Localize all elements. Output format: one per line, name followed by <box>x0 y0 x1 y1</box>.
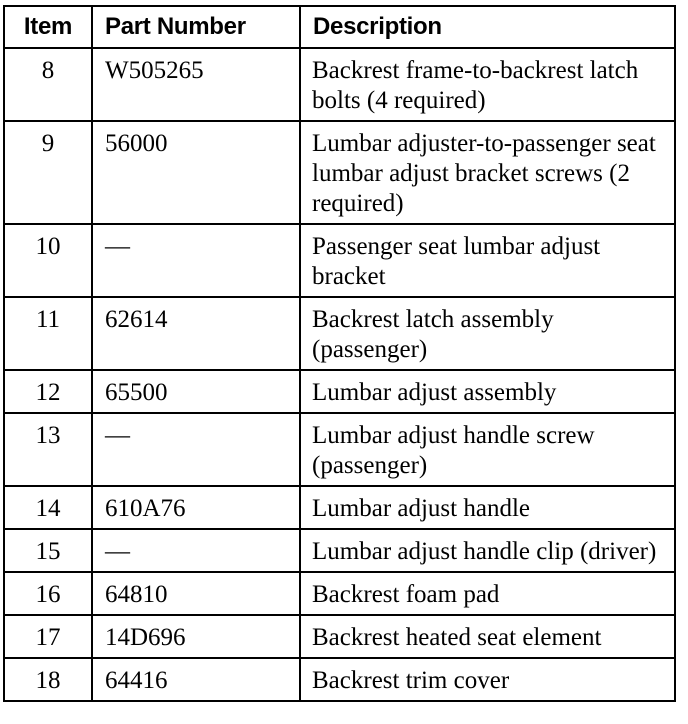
description-cell: Lumbar adjust assembly <box>300 370 675 413</box>
table-row <box>4 572 675 615</box>
parts-table-body <box>4 48 675 701</box>
item-cell: 8 <box>4 48 92 121</box>
item-cell: 12 <box>4 370 92 413</box>
table-row <box>4 48 675 121</box>
part-number-cell: 64810 <box>92 572 300 615</box>
part-number-cell: 610A76 <box>92 486 300 529</box>
part-number-cell: 56000 <box>92 121 300 224</box>
table-row <box>4 658 675 701</box>
header-row <box>4 6 675 48</box>
description-cell: Lumbar adjust handle clip (driver) <box>300 529 675 572</box>
item-cell: 15 <box>4 529 92 572</box>
header-item: Item <box>4 6 92 48</box>
item-cell: 16 <box>4 572 92 615</box>
table-row <box>4 486 675 529</box>
item-cell: 17 <box>4 615 92 658</box>
description-cell: Backrest foam pad <box>300 572 675 615</box>
part-number-cell: W505265 <box>92 48 300 121</box>
part-number-cell: — <box>92 224 300 297</box>
description-cell: Lumbar adjust handle <box>300 486 675 529</box>
description-cell: Backrest trim cover <box>300 658 675 701</box>
item-cell: 14 <box>4 486 92 529</box>
table-row <box>4 224 675 297</box>
table-row <box>4 297 675 370</box>
table-row <box>4 413 675 486</box>
part-number-cell: 62614 <box>92 297 300 370</box>
header-description: Description <box>300 6 675 48</box>
item-cell: 10 <box>4 224 92 297</box>
table-row <box>4 121 675 224</box>
table-row <box>4 370 675 413</box>
part-number-cell: 64416 <box>92 658 300 701</box>
description-cell: Passenger seat lumbar adjust bracket <box>300 224 675 297</box>
item-cell: 9 <box>4 121 92 224</box>
part-number-cell: — <box>92 529 300 572</box>
description-cell: Lumbar adjust handle screw (passenger) <box>300 413 675 486</box>
part-number-cell: — <box>92 413 300 486</box>
part-number-cell: 14D696 <box>92 615 300 658</box>
description-cell: Backrest latch assembly (passenger) <box>300 297 675 370</box>
description-cell: Backrest frame-to-backrest latch bolts (4 required) <box>300 48 675 121</box>
description-cell: Lumbar adjuster-to-passenger seat lumbar adjust bracket screws (2 required) <box>300 121 675 224</box>
parts-table <box>3 5 676 702</box>
header-part-number: Part Number <box>92 6 300 48</box>
table-row <box>4 615 675 658</box>
table-row <box>4 529 675 572</box>
item-cell: 13 <box>4 413 92 486</box>
parts-table-header <box>4 6 675 48</box>
description-cell: Backrest heated seat element <box>300 615 675 658</box>
item-cell: 11 <box>4 297 92 370</box>
item-cell: 18 <box>4 658 92 701</box>
part-number-cell: 65500 <box>92 370 300 413</box>
